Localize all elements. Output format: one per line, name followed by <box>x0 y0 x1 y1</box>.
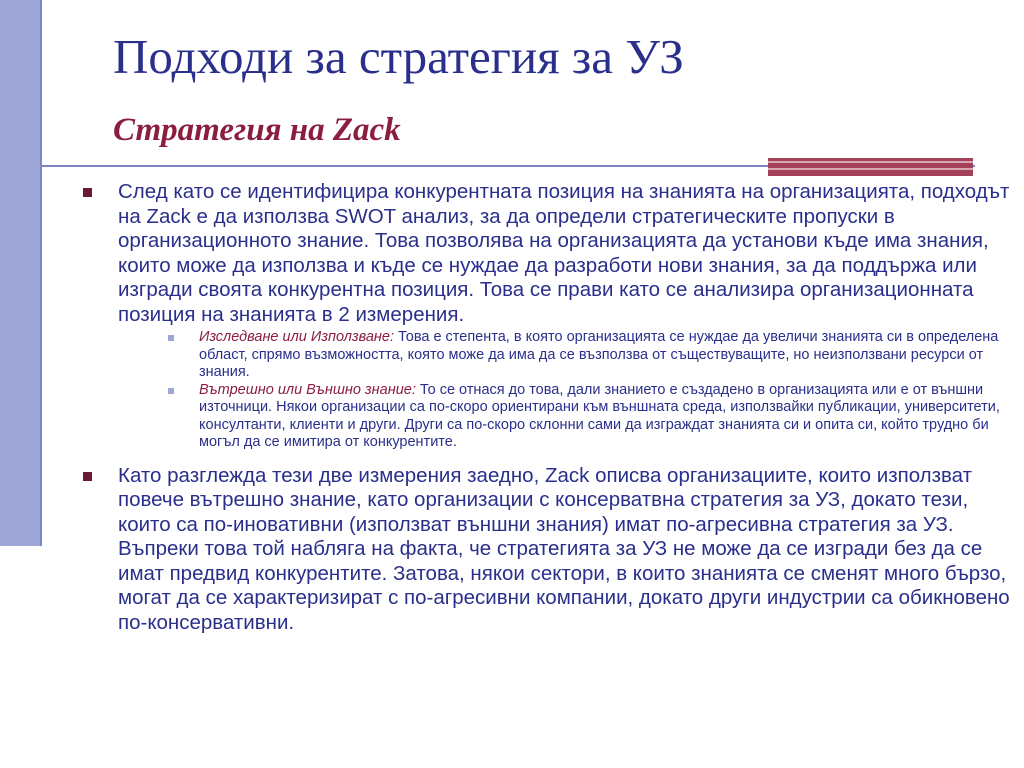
bullet-item <box>82 464 1018 636</box>
sub-bullet-term: Вътрешно или Външно знание: <box>199 381 416 398</box>
sub-bullet-list <box>118 329 1018 452</box>
sub-bullet-item <box>118 329 1018 382</box>
slide-title: Подходи за стратегия за УЗ <box>113 29 684 84</box>
slide-body <box>82 180 1018 635</box>
left-sidebar-band <box>0 0 40 546</box>
divider-accent-stripe <box>768 161 973 163</box>
square-bullet-icon <box>83 472 92 481</box>
bullet-item <box>82 180 1018 452</box>
small-square-bullet-icon <box>168 335 174 341</box>
slide-subtitle: Стратегия на Zack <box>113 112 401 148</box>
bullet-text: След като се идентифицира конкурентната позиция на знанията на организацията, подходът на Zack е да използва SWOT анализ, за да определи стратегическите пропуски в организационното знание. Това позволява на организацията да установи къде има знания, които може да използва и къде се нуждае да разработи нови знания, за да поддържа или изгради своята конкурентна позиция. Това се прави като се анализира организационната позиция на знанията в 2 измерения. <box>118 180 1010 326</box>
sub-bullet-text: Това е степента, в която организацията се нуждае да увеличи знанията си в определена област, спрямо възможността, която може да има да се възползва от съществуващите, но неизползвани ресурси от знания. <box>199 329 999 380</box>
divider-accent-stripe <box>768 168 973 170</box>
sub-bullet-term: Изследване или Използване: <box>199 329 394 345</box>
left-sidebar-edge <box>40 0 42 546</box>
square-bullet-icon <box>83 188 92 197</box>
small-square-bullet-icon <box>168 388 174 394</box>
sub-bullet-text: То се отнася до това, дали знанието е създадено в организацията или е от външни източници. Някои организации са по-скоро ориентирани към външната среда, използвайки публикации, университети, консултанти, клиенти и други. Други са по-скоро склонни сами да изграждат знанията си и опита си, който трудно би могъл да се имитира от конкурентите. <box>199 381 1000 450</box>
bullet-text: Като разглежда тези две измерения заедно, Zack описва организациите, които използват повече вътрешно знание, като организации с консерватвна стратегия за УЗ, докато тези, които са по-иновативни (използват външни знания) имат по-агресивна стратегия за УЗ. Въпреки това той набляга на факта, че стратегията за УЗ не може да се изгради без да се имат предвид конкурентите. Затова, някои сектори, в които знанията се сменят много бързо, могат да се характеризират с по-агресивни компании, докато други индустрии са обикновено по-консервативни. <box>118 463 1010 634</box>
sub-bullet-item <box>118 382 1018 452</box>
